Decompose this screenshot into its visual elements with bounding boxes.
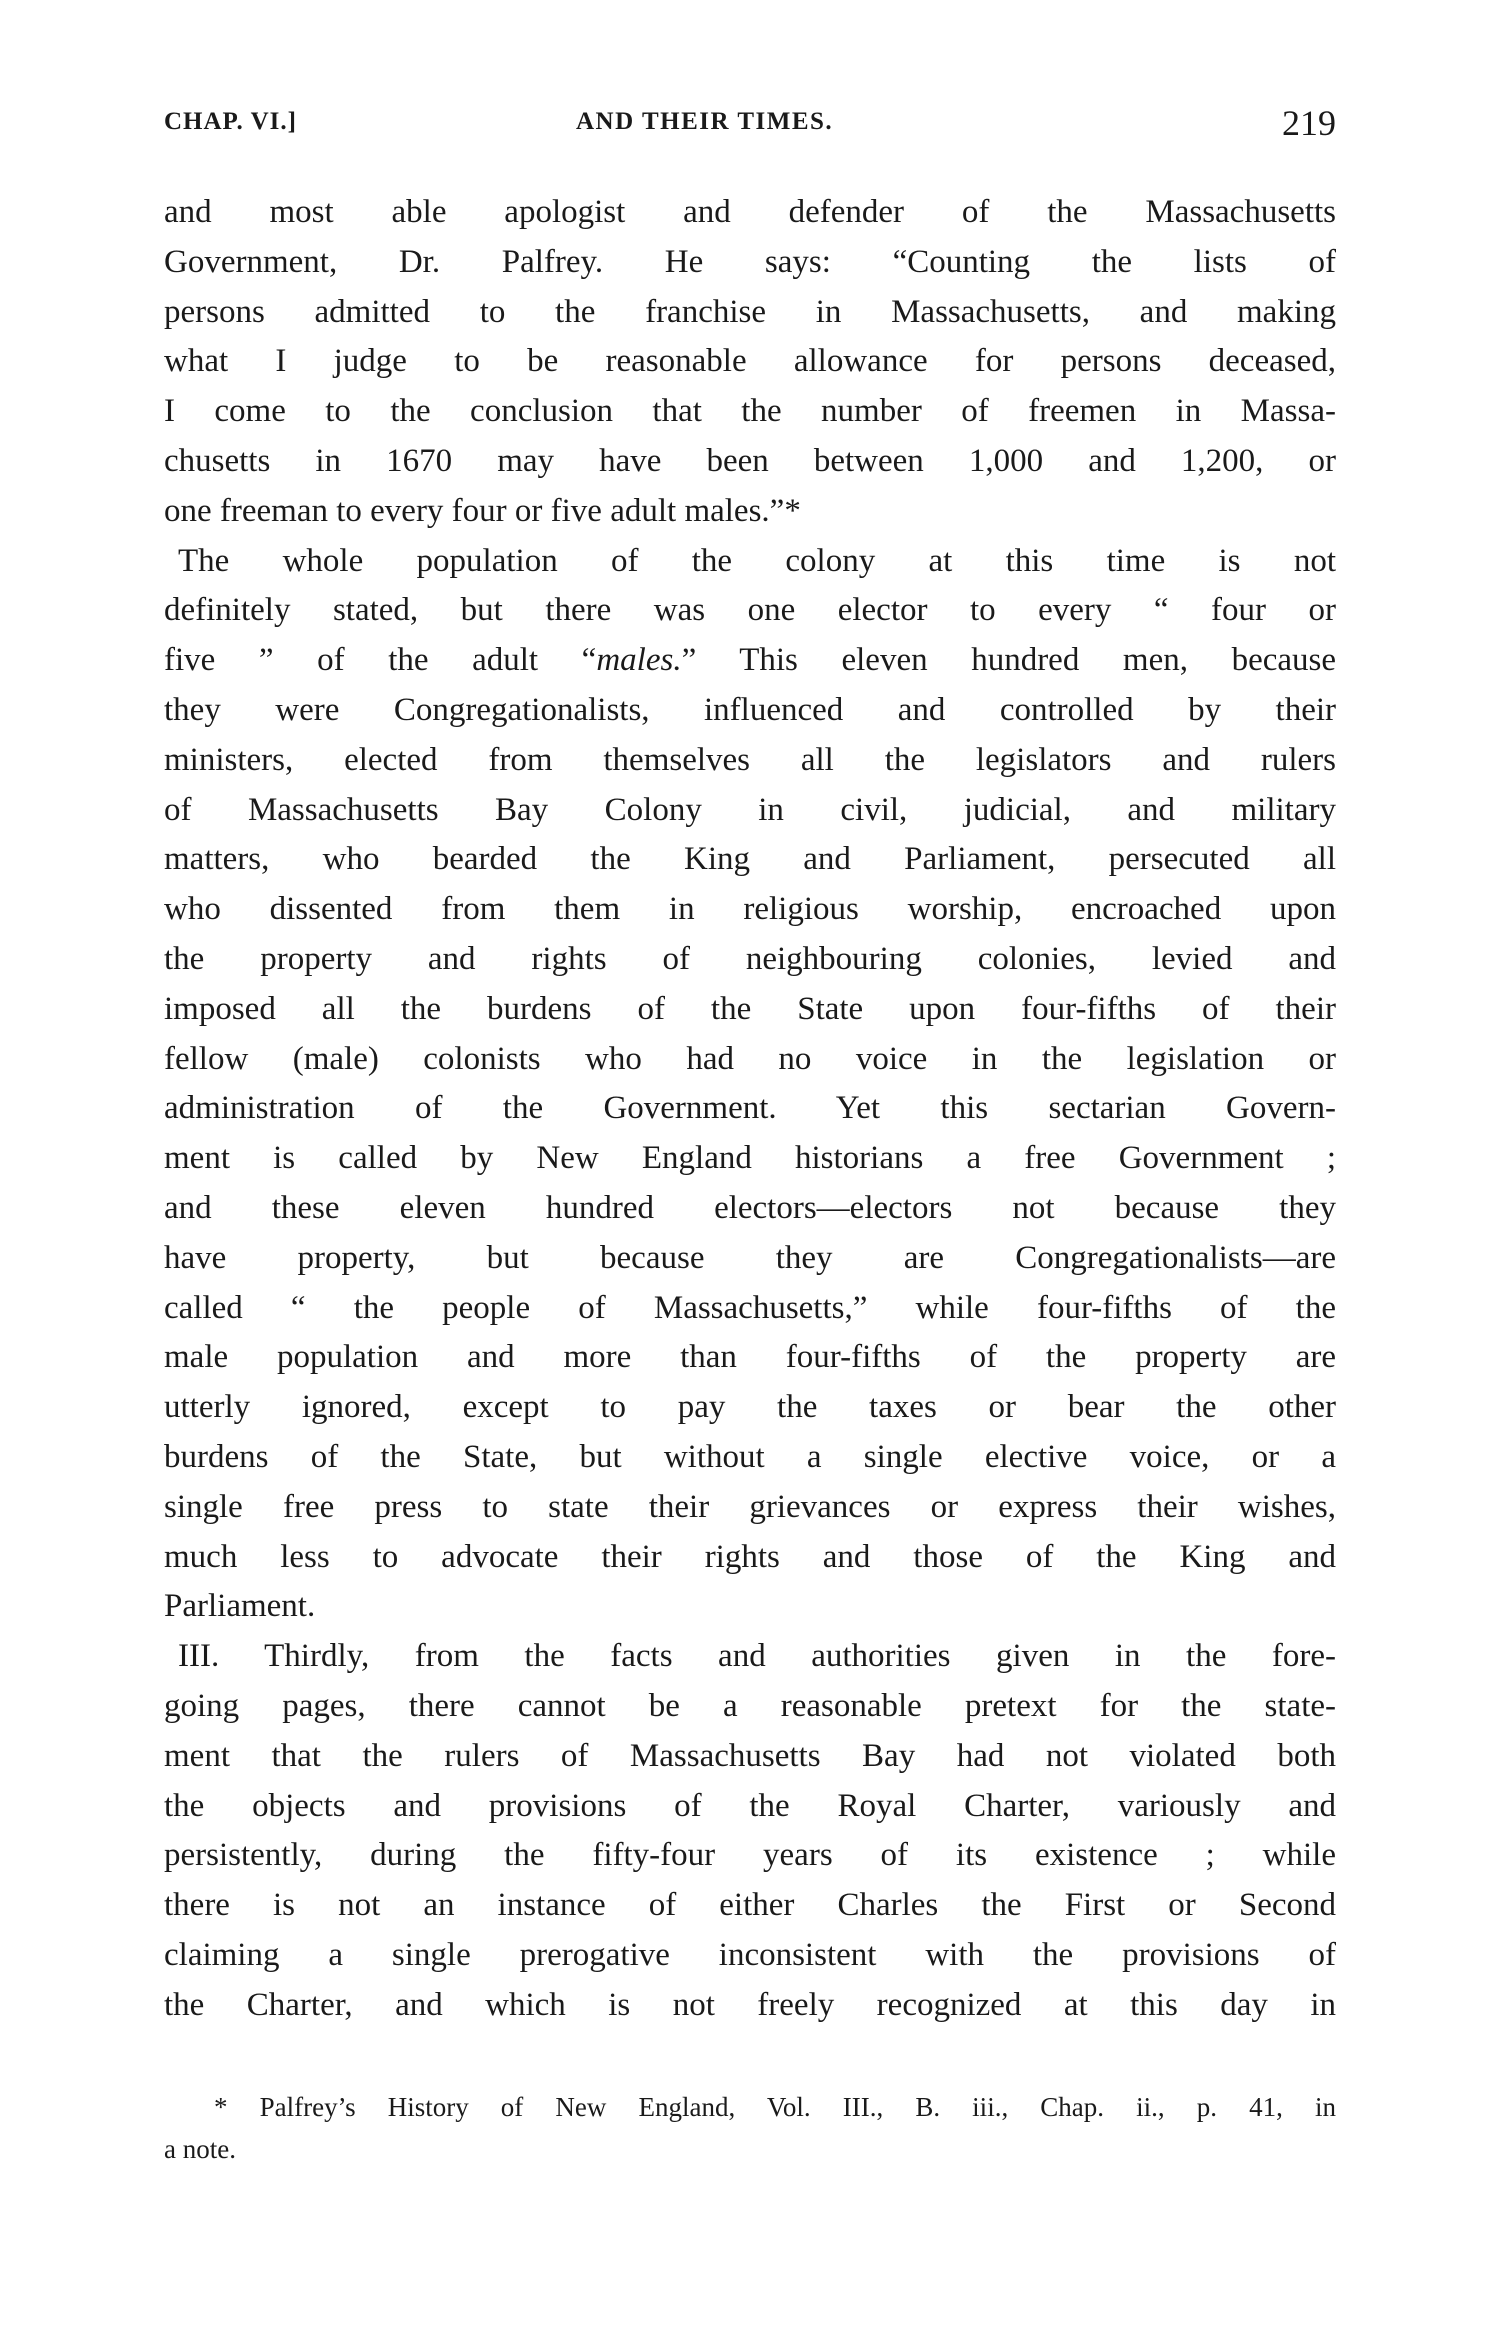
text-line: definitely stated, but there was one elector to every “ four or (164, 592, 1336, 629)
italic-word: males. (596, 642, 682, 679)
text-line: fellow (male) colonists who had no voice in the legislation or (164, 1040, 1336, 1077)
footnote (164, 2086, 1336, 2170)
text-line-with-italic (164, 636, 1336, 686)
footnote-line: * Palfrey’s History of New England, Vol. III., B. iii., Chap. ii., p. 41, in (214, 2092, 1336, 2122)
text-line: single free press to state their grievances or express their wishes, (164, 1488, 1336, 1525)
text-line: I come to the conclusion that the number of freemen in Massa- (164, 393, 1336, 430)
text-line: one freeman to every four or five adult males.”* (164, 492, 801, 529)
text-line: administration of the Government. Yet this sectarian Govern- (164, 1090, 1336, 1127)
text-line: the Charter, and which is not freely recognized at this day in (164, 1986, 1336, 2023)
page-number: 219 (1282, 103, 1336, 143)
text-line: there is not an instance of either Charles the First or Second (164, 1887, 1336, 1924)
text-line: Government, Dr. Palfrey. He says: “Counting the lists of (164, 243, 1336, 280)
text-line: male population and more than four-fifths of the property are (164, 1339, 1336, 1376)
text-segment: ” This eleven hundred men, because (681, 642, 1336, 679)
text-line: ment is called by New England historians a free Government ; (164, 1140, 1336, 1177)
chapter-label: CHAP. VI.] (164, 108, 297, 135)
text-line: persistently, during the fifty-four years of its existence ; while (164, 1837, 1336, 1874)
text-line: claiming a single prerogative inconsistent with the provisions of (164, 1936, 1336, 1973)
text-line: they were Congregationalists, influenced and controlled by their (164, 691, 1336, 728)
text-line: much less to advocate their rights and those of the King and (164, 1538, 1336, 1575)
text-line: persons admitted to the franchise in Massachusetts, and making (164, 293, 1336, 330)
text-line: imposed all the burdens of the State upon four-fifths of their (164, 990, 1336, 1027)
text-line: ment that the rulers of Massachusetts Bay had not violated both (164, 1737, 1336, 1774)
text-line: chusetts in 1670 may have been between 1,000 and 1,200, or (164, 442, 1336, 479)
footnote-line: a note. (164, 2134, 236, 2164)
running-head (164, 103, 1336, 152)
text-line: what I judge to be reasonable allowance for persons deceased, (164, 343, 1336, 380)
paragraph-start-line: The whole population of the colony at this time is not (178, 542, 1336, 579)
text-line: Parliament. (164, 1588, 316, 1625)
text-line: and these eleven hundred electors—electors not because they (164, 1189, 1336, 1226)
text-line: called “ the people of Massachusetts,” while four-fifths of the (164, 1289, 1336, 1326)
text-line: the objects and provisions of the Royal Charter, variously and (164, 1787, 1336, 1824)
text-line: burdens of the State, but without a single elective voice, or a (164, 1438, 1336, 1475)
paragraph-start-line: III. Thirdly, from the facts and authorities given in the fore- (178, 1638, 1336, 1675)
text-line: who dissented from them in religious worship, encroached upon (164, 891, 1336, 928)
text-line: ministers, elected from themselves all the legislators and rulers (164, 741, 1336, 778)
text-line: have property, but because they are Congregationalists—are (164, 1239, 1336, 1276)
text-line: going pages, there cannot be a reasonable pretext for the state- (164, 1687, 1336, 1724)
text-line: and most able apologist and defender of the Massachusetts (164, 194, 1336, 230)
text-line: of Massachusetts Bay Colony in civil, judicial, and military (164, 791, 1336, 828)
text-segment: five ” of the adult “ (164, 642, 597, 679)
text-line: the property and rights of neighbouring colonies, levied and (164, 940, 1336, 977)
running-title: AND THEIR TIMES. (576, 108, 834, 135)
text-line: utterly ignored, except to pay the taxes or bear the other (164, 1389, 1336, 1426)
text-line: matters, who bearded the King and Parliament, persecuted all (164, 841, 1336, 878)
body-text (164, 188, 1336, 2030)
